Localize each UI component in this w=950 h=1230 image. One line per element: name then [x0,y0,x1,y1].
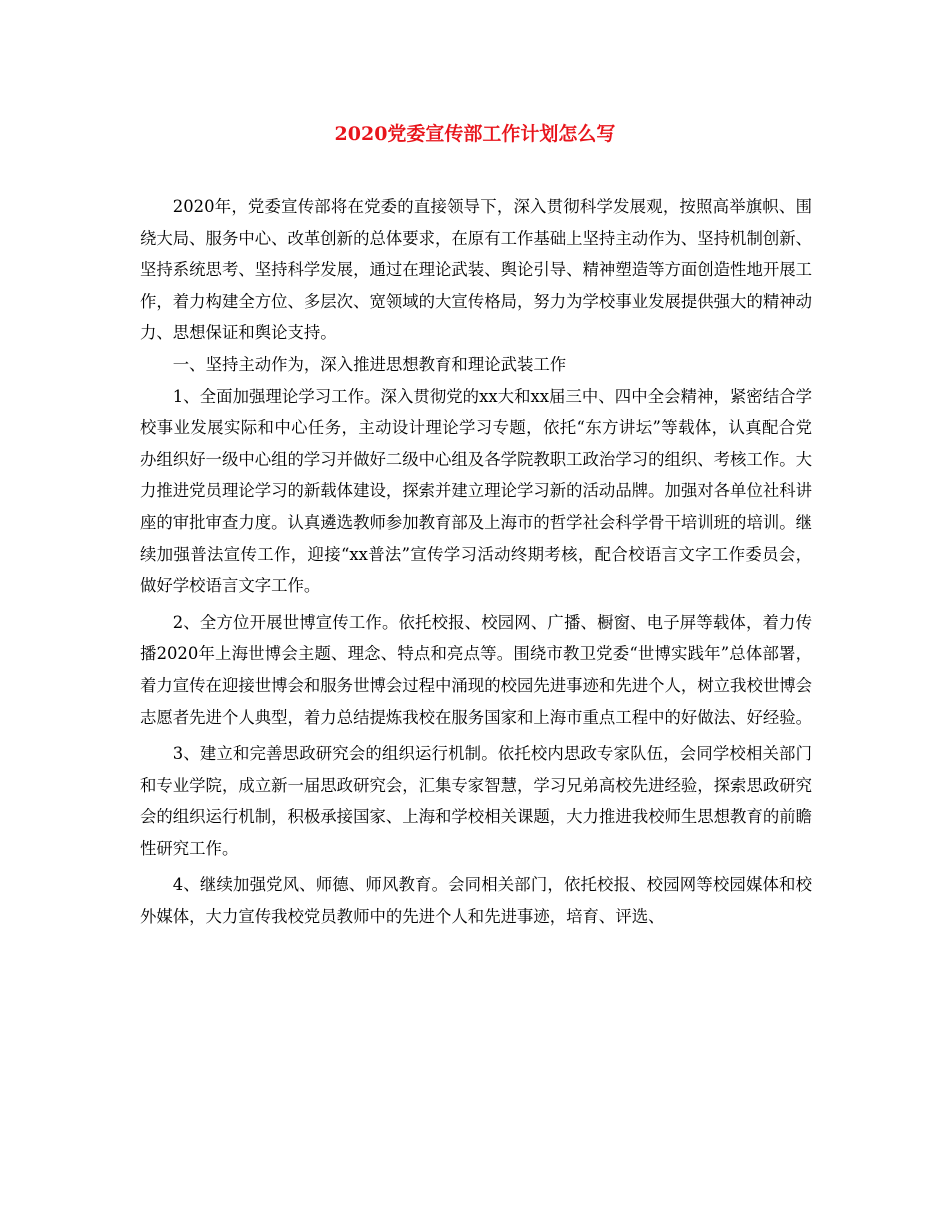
paragraph-item-2: 2、全方位开展世博宣传工作。依托校报、校园网、广播、橱窗、电子屏等载体，着力传播2020年上海世博会主题、理念、特点和亮点等。围绕市教卫党委“世博实践年”总体部署，着力宣传在迎接世博会和服务世博会过程中涌现的校园先进事迹和先进个人，树立我校世博会志愿者先进个人典型，着力总结提炼我校在服务国家和上海市重点工程中的好做法、好经验。 [140,612,813,727]
paragraph-item-4: 4、继续加强党风、师德、师风教育。会同相关部门，依托校报、校园网等校园媒体和校外媒体，大力宣传我校党员教师中的先进个人和先进事迹，培育、评选、 [140,875,812,927]
paragraph-intro: 2020年，党委宣传部将在党委的直接领导下，深入贯彻科学发展观，按照高举旗帜、围绕大局、服务中心、改革创新的总体要求，在原有工作基础上坚持主动作为、坚持机制创新、坚持系统思考、坚持科学发展，通过在理论武装、舆论引导、精神塑造等方面创造性地开展工作，着力构建全方位、多层次、宽领域的大宣传格局，努力为学校事业发展提供强大的精神动力、思想保证和舆论支持。 [140,197,813,343]
document-body [140,191,812,933]
section-heading: 一、坚持主动作为，深入推进思想教育和理论武装工作 [172,354,567,374]
paragraph-item-3: 3、建立和完善思政研究会的组织运行机制。依托校内思政专家队伍，会同学校相关部门和专业学院，成立新一届思政研究会，汇集专家智慧，学习兄弟高校先进经验，探索思政研究会的组织运行机制，积极承接国家、上海和学校相关课题，大力推进我校师生思想教育的前瞻性研究工作。 [140,744,813,858]
paragraph-item-1: 1、全面加强理论学习工作。深入贯彻党的xx大和xx届三中、四中全会精神，紧密结合学校事业发展实际和中心任务，主动设计理论学习专题，依托“东方讲坛”等载体，认真配合党办组织好一级中心组的学习并做好二级中心组及各学院教职工政治学习的组织、考核工作。大力推进党员理论学习的新载体建设，探索并建立理论学习新的活动品牌。加强对各单位社科讲座的审批审查力度。认真遴选教师参加教育部及上海市的哲学社会科学骨干培训班的培训。继续加强普法宣传工作，迎接“xx普法”宣传学习活动终期考核，配合校语言文字工作委员会，做好学校语言文字工作。 [140,386,813,596]
document-title: 2020党委宣传部工作计划怎么写 [334,123,616,145]
